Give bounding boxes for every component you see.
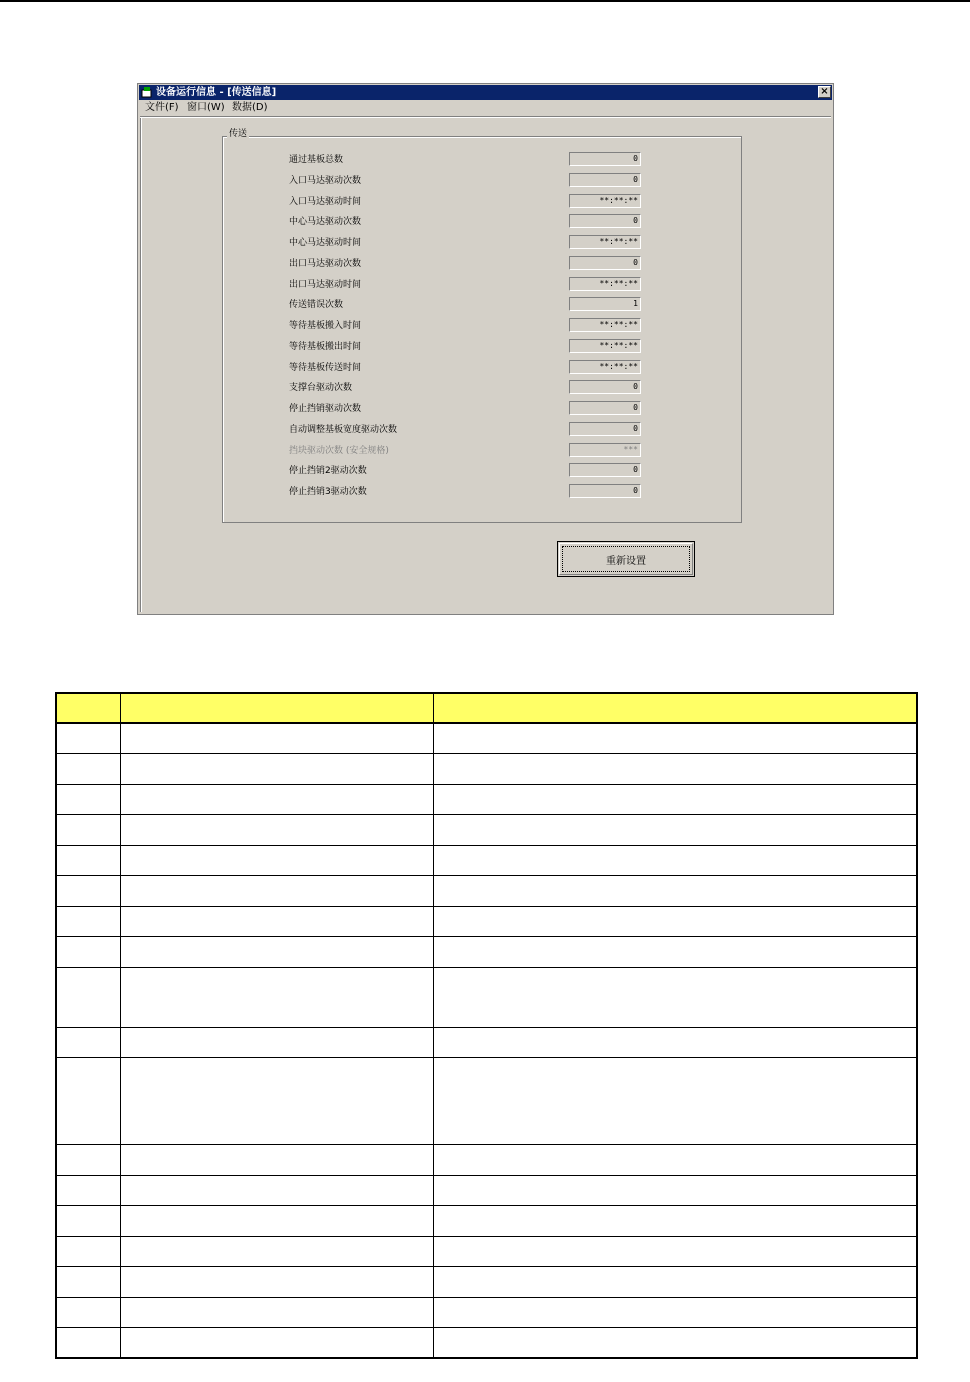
table-row — [56, 1175, 917, 1206]
info-row-label: 等待基板搬出时间 — [289, 341, 362, 352]
table-cell — [433, 906, 917, 937]
table-cell — [120, 1175, 433, 1206]
table-cell — [433, 1175, 917, 1206]
table-body — [56, 723, 917, 1358]
info-row-value: 0 — [569, 463, 641, 477]
table-cell — [56, 1206, 120, 1237]
menu-data[interactable]: 数据(D) — [232, 102, 268, 113]
table-cell — [120, 1027, 433, 1058]
info-row-value: 0 — [569, 214, 641, 228]
table-cell — [56, 876, 120, 907]
table-cell — [56, 906, 120, 937]
table-cell — [433, 784, 917, 815]
info-row — [138, 442, 835, 462]
header-item — [120, 693, 433, 723]
equipment-info-window — [137, 83, 834, 615]
table-cell — [433, 723, 917, 754]
info-row-value: 0 — [569, 484, 641, 498]
table-cell — [120, 784, 433, 815]
table-row — [56, 1328, 917, 1359]
table-cell — [120, 815, 433, 846]
info-row-label: 停止挡销驱动次数 — [289, 404, 362, 414]
info-row-value: **:**:** — [569, 194, 641, 208]
table-row — [56, 754, 917, 785]
info-row — [138, 296, 835, 316]
reset-button[interactable] — [557, 541, 695, 577]
page-top-rule — [0, 0, 970, 2]
close-button[interactable]: × — [818, 86, 831, 98]
header-description — [433, 693, 917, 723]
info-row — [138, 255, 835, 275]
table-row — [56, 1145, 917, 1176]
table-row — [56, 1206, 917, 1237]
table-cell — [120, 1328, 433, 1359]
table-cell — [433, 1267, 917, 1298]
table-header-row — [56, 693, 917, 723]
table-row — [56, 815, 917, 846]
info-row-label: 通过基板总数 — [289, 155, 344, 165]
table-cell — [56, 1175, 120, 1206]
menu-file[interactable]: 文件(F) — [145, 102, 179, 113]
table-row — [56, 784, 917, 815]
info-row-value: 0 — [569, 152, 641, 166]
table-cell — [56, 1145, 120, 1176]
table-cell — [433, 1027, 917, 1058]
table-cell — [120, 937, 433, 968]
info-row — [138, 213, 835, 233]
table-cell — [120, 1206, 433, 1237]
info-row-value: 0 — [569, 173, 641, 187]
info-row — [138, 462, 835, 482]
info-row-label: 中心马达驱动次数 — [289, 217, 362, 228]
table-row — [56, 1267, 917, 1298]
reset-button-label: 重新设置 — [606, 555, 646, 567]
table-cell — [56, 1267, 120, 1298]
info-row-label: 出口马达驱动次数 — [289, 258, 362, 269]
info-row — [138, 234, 835, 254]
info-row-label: 出口马达驱动时间 — [289, 279, 362, 290]
info-row-label: 等待基板传送时间 — [289, 362, 362, 373]
table-cell — [56, 1297, 120, 1328]
info-row-label: 入口马达驱动时间 — [289, 196, 362, 207]
table-cell — [56, 1328, 120, 1359]
info-row-value: 0 — [569, 256, 641, 270]
table-row — [56, 1297, 917, 1328]
table-cell — [56, 815, 120, 846]
table-cell — [433, 937, 917, 968]
table-row — [56, 723, 917, 754]
info-row-label: 传送错误次数 — [289, 300, 344, 311]
info-row-value: **:**:** — [569, 277, 641, 291]
table-cell — [433, 1297, 917, 1328]
table-cell — [120, 876, 433, 907]
table-cell — [56, 1236, 120, 1267]
table-row — [56, 876, 917, 907]
info-row-label: 中心马达驱动时间 — [289, 238, 362, 248]
info-row-value: 0 — [569, 401, 641, 415]
info-row-label: 等待基板搬入时间 — [289, 321, 362, 331]
table-cell — [120, 845, 433, 876]
info-row — [138, 338, 835, 358]
info-row-label: 挡块驱动次数 (安全规格) — [289, 445, 389, 456]
info-row — [138, 400, 835, 420]
table-cell — [120, 1236, 433, 1267]
info-row-value: **:**:** — [569, 339, 641, 353]
info-row-label: 自动调整基板宽度驱动次数 — [289, 424, 398, 435]
info-row — [138, 317, 835, 337]
table-cell — [56, 937, 120, 968]
table-cell — [120, 1267, 433, 1298]
table-cell — [56, 1058, 120, 1145]
info-row-value: 1 — [569, 297, 641, 311]
table-row — [56, 1058, 917, 1145]
window-title: 设备运行信息 - [传送信息] — [156, 87, 277, 98]
menu-window[interactable]: 窗口(W) — [187, 102, 225, 113]
table-cell — [56, 754, 120, 785]
table-cell — [120, 1145, 433, 1176]
title-bar[interactable] — [139, 85, 832, 100]
group-label: 传送 — [229, 129, 248, 139]
info-row — [138, 421, 835, 441]
table-cell — [120, 754, 433, 785]
description-table — [55, 692, 918, 1359]
table-row — [56, 1027, 917, 1058]
table-row — [56, 1236, 917, 1267]
info-row — [138, 483, 835, 503]
table-cell — [56, 967, 120, 1027]
info-row-value: 0 — [569, 380, 641, 394]
table-row — [56, 906, 917, 937]
table-cell — [433, 1206, 917, 1237]
info-row — [138, 193, 835, 213]
table-row — [56, 967, 917, 1027]
table-cell — [120, 906, 433, 937]
table-cell — [56, 723, 120, 754]
info-row — [138, 276, 835, 296]
table-cell — [56, 784, 120, 815]
info-row-value: **:**:** — [569, 360, 641, 374]
table-cell — [433, 845, 917, 876]
table-cell — [56, 1027, 120, 1058]
info-row — [138, 359, 835, 379]
table-cell — [433, 876, 917, 907]
table-row — [56, 845, 917, 876]
info-row-label: 支撑台驱动次数 — [289, 383, 353, 394]
table-cell — [433, 1058, 917, 1145]
info-row-label: 入口马达驱动次数 — [289, 175, 362, 186]
info-row — [138, 379, 835, 399]
table-cell — [120, 1297, 433, 1328]
info-row — [138, 172, 835, 192]
info-row — [138, 151, 835, 171]
table-cell — [433, 815, 917, 846]
info-row-label: 停止挡销3驱动次数 — [289, 487, 367, 497]
table-cell — [120, 967, 433, 1027]
table-cell — [433, 1145, 917, 1176]
info-row-value: 0 — [569, 422, 641, 436]
table-cell — [433, 1328, 917, 1359]
table-cell — [120, 1058, 433, 1145]
window-icon — [141, 87, 153, 98]
info-row-label: 停止挡销2驱动次数 — [289, 466, 367, 477]
header-no — [56, 693, 120, 723]
info-row-value: **:**:** — [569, 318, 641, 332]
info-row-value: **:**:** — [569, 235, 641, 249]
menu-separator — [140, 116, 831, 118]
info-row-value: *** — [569, 443, 641, 457]
table-cell — [433, 754, 917, 785]
table-cell — [433, 967, 917, 1027]
table-row — [56, 937, 917, 968]
table-cell — [56, 845, 120, 876]
table-cell — [120, 723, 433, 754]
menu-bar — [139, 100, 832, 116]
table-cell — [433, 1236, 917, 1267]
